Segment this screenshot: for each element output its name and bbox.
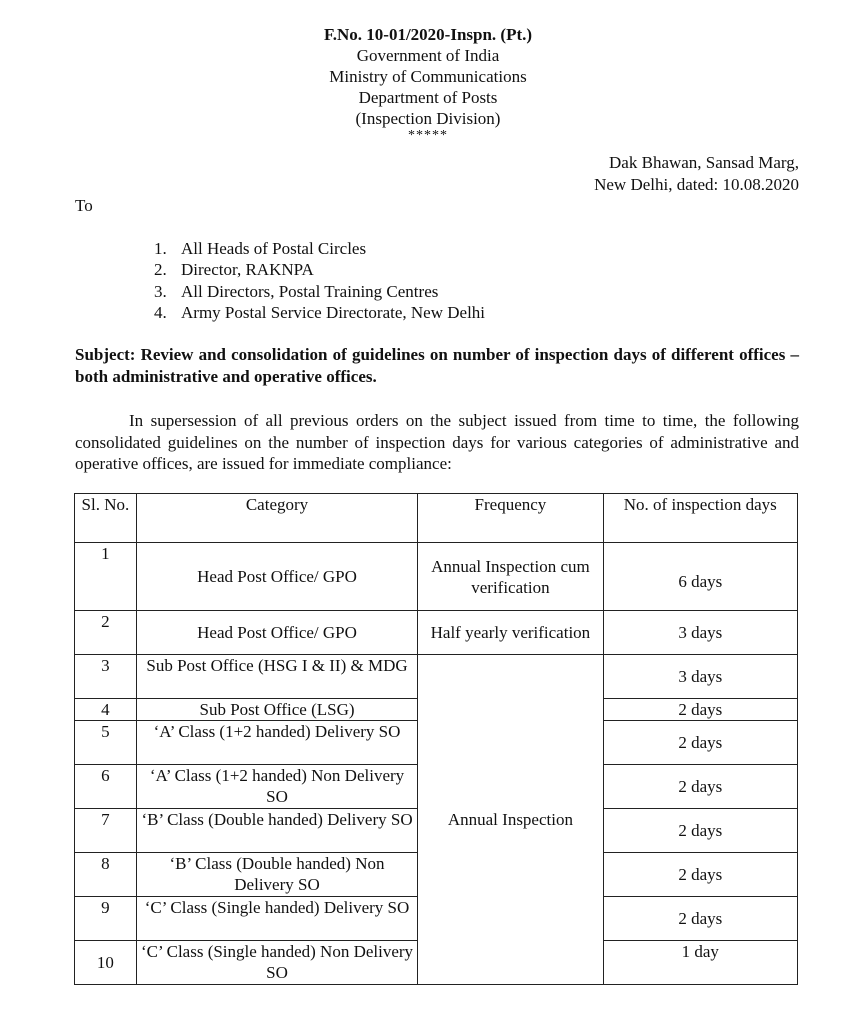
cell-days: 6 days bbox=[603, 543, 797, 611]
cell-frequency-merged: Annual Inspection bbox=[418, 655, 603, 985]
cell-sl: 3 bbox=[75, 655, 137, 699]
list-text: All Directors, Postal Training Centres bbox=[181, 281, 439, 301]
list-text: Director, RAKNPA bbox=[181, 260, 314, 280]
cell-frequency: Half yearly verification bbox=[418, 611, 603, 655]
cell-days: 2 days bbox=[603, 809, 797, 853]
cell-category: Sub Post Office (HSG I & II) & MDG bbox=[136, 655, 418, 699]
header-days: No. of inspection days bbox=[603, 494, 797, 543]
cell-days: 2 days bbox=[603, 699, 797, 721]
subject-line: Subject: Review and consolidation of guidelines on number of inspection days of different offices – both administrative and operative offices. bbox=[75, 345, 799, 386]
cell-sl: 9 bbox=[75, 897, 137, 941]
cell-days: 2 days bbox=[603, 897, 797, 941]
cell-sl: 7 bbox=[75, 809, 137, 853]
table-header-row bbox=[75, 494, 798, 543]
inspection-days-table bbox=[74, 493, 798, 985]
place-date bbox=[594, 152, 799, 196]
to-label: To bbox=[75, 196, 93, 215]
table-row bbox=[75, 543, 798, 611]
cell-category: ‘C’ Class (Single handed) Delivery SO bbox=[136, 897, 418, 941]
paragraph-text: In supersession of all previous orders on the subject issued from time to time, the following consolidated guidelines on the number of inspection days for various categories of administrative and operative offices, are issued for immediate compliance: bbox=[75, 411, 799, 473]
cell-category: Sub Post Office (LSG) bbox=[136, 699, 418, 721]
header-sl: Sl. No. bbox=[75, 494, 137, 543]
table-row bbox=[75, 655, 798, 699]
date-line bbox=[594, 174, 799, 196]
cell-category: ‘B’ Class (Double handed) Non Delivery SO bbox=[136, 853, 418, 897]
list-item bbox=[154, 259, 485, 280]
list-number: 4. bbox=[154, 302, 167, 322]
issue-date: 10.08.2020 bbox=[722, 175, 799, 194]
header-division: (Inspection Division) bbox=[355, 109, 501, 128]
addressee-list bbox=[154, 238, 485, 323]
list-number: 3. bbox=[154, 281, 167, 301]
cell-category: ‘C’ Class (Single handed) Non Delivery SO bbox=[136, 941, 418, 985]
place-line: Dak Bhawan, Sansad Marg, bbox=[609, 153, 799, 172]
list-text: Army Postal Service Directorate, New Delhi bbox=[181, 302, 486, 322]
cell-days: 2 days bbox=[603, 721, 797, 765]
file-number: F.No. 10-01/2020-Inspn. (Pt.) bbox=[323, 25, 533, 44]
list-text: All Heads of Postal Circles bbox=[181, 239, 367, 258]
header-department: Department of Posts bbox=[358, 88, 498, 107]
body-paragraph bbox=[75, 410, 799, 475]
cell-sl: 5 bbox=[75, 721, 137, 765]
cell-category: Head Post Office/ GPO bbox=[136, 543, 418, 611]
list-item bbox=[154, 281, 485, 302]
list-number: 2. bbox=[154, 260, 167, 280]
list-item bbox=[154, 238, 485, 259]
cell-sl: 10 bbox=[75, 941, 137, 985]
list-number: 1. bbox=[154, 239, 167, 258]
header-government: Government of India bbox=[356, 46, 500, 65]
cell-category: ‘B’ Class (Double handed) Delivery SO bbox=[136, 809, 418, 853]
letter-header bbox=[0, 24, 856, 143]
cell-category: ‘A’ Class (1+2 handed) Non Delivery SO bbox=[136, 765, 418, 809]
table-row bbox=[75, 611, 798, 655]
cell-frequency: Annual Inspection cum verification bbox=[418, 543, 603, 611]
header-category: Category bbox=[136, 494, 418, 543]
date-prefix: New Delhi, dated: bbox=[594, 175, 723, 194]
header-frequency: Frequency bbox=[418, 494, 603, 543]
cell-sl: 2 bbox=[75, 611, 137, 655]
cell-days: 2 days bbox=[603, 765, 797, 809]
cell-sl: 8 bbox=[75, 853, 137, 897]
header-stars: ***** bbox=[408, 128, 448, 143]
header-ministry: Ministry of Communications bbox=[329, 67, 527, 86]
cell-sl: 6 bbox=[75, 765, 137, 809]
cell-category: Head Post Office/ GPO bbox=[136, 611, 418, 655]
cell-sl: 1 bbox=[75, 543, 137, 611]
cell-sl: 4 bbox=[75, 699, 137, 721]
cell-days: 3 days bbox=[603, 611, 797, 655]
cell-days: 3 days bbox=[603, 655, 797, 699]
cell-days: 2 days bbox=[603, 853, 797, 897]
cell-category: ‘A’ Class (1+2 handed) Delivery SO bbox=[136, 721, 418, 765]
cell-days: 1 day bbox=[603, 941, 797, 985]
list-item bbox=[154, 302, 485, 323]
